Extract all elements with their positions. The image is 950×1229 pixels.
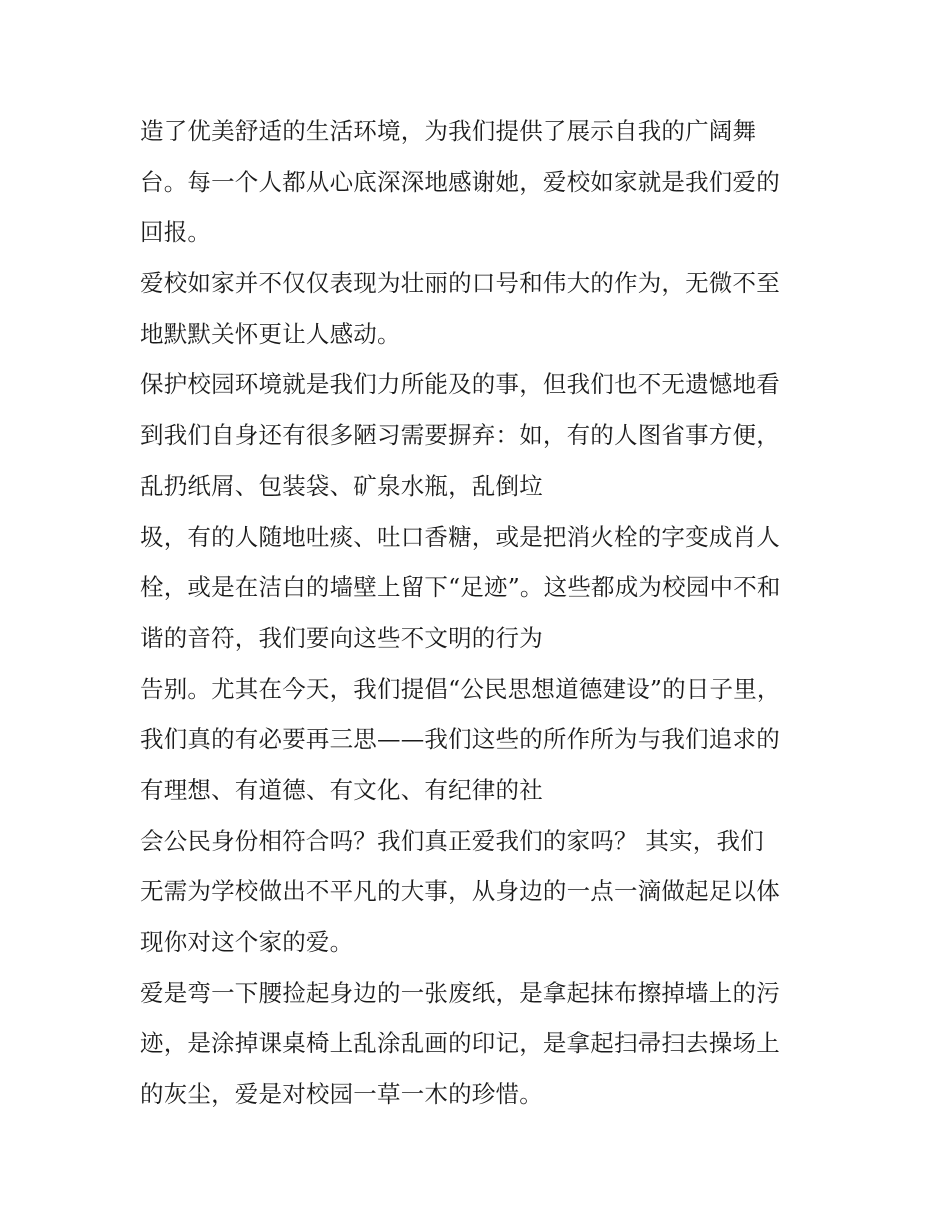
- text-line: 会公民身份相符合吗？我们真正爱我们的家吗？ 其实，我们: [140, 826, 764, 855]
- text-line: 我们真的有必要再三思——我们这些的所作所为与我们追求的: [140, 725, 780, 754]
- text-line: 地默默关怀更让人感动。: [140, 319, 401, 348]
- text-line: 回报。: [140, 218, 212, 247]
- text-line: 台。每一个人都从心底深深地感谢她，爱校如家就是我们爱的: [140, 167, 780, 196]
- text-line: 无需为学校做出不平凡的大事，从身边的一点一滴做起足以体: [140, 877, 780, 906]
- text-line: 爱校如家并不仅仅表现为壮丽的口号和伟大的作为，无微不至: [140, 269, 780, 298]
- text-line: 爱是弯一下腰捡起身边的一张废纸，是拿起抹布擦掉墙上的污: [140, 978, 780, 1007]
- document-body: [140, 106, 820, 1120]
- text-line: 现你对这个家的爱。: [140, 928, 354, 956]
- text-line: 造了优美舒适的生活环境，为我们提供了展示自我的广阔舞: [140, 117, 757, 145]
- text-line: 保护校园环境就是我们力所能及的事，但我们也不无遗憾地看: [140, 370, 780, 399]
- text-line: 圾，有的人随地吐痰、吐口香糖，或是把消火栓的字变成肖人: [140, 522, 780, 551]
- text-line: 栓，或是在洁白的墙壁上留下“足迹”。这些都成为校园中不和: [140, 573, 781, 602]
- text-line: 迹，是涂掉课桌椅上乱涂乱画的印记，是拿起扫帚扫去操场上: [140, 1029, 780, 1058]
- text-line: 的灰尘，爱是对校园一草一木的珍惜。: [140, 1080, 543, 1109]
- text-line: 到我们自身还有很多陋习需要摒弃：如，有的人图省事方便，: [140, 421, 780, 450]
- text-line: 谐的音符，我们要向这些不文明的行为: [140, 623, 543, 652]
- text-line: 乱扔纸屑、包装袋、矿泉水瓶，乱倒垃: [140, 471, 543, 500]
- text-line: 有理想、有道德、有文化、有纪律的社: [140, 775, 543, 804]
- text-line: 告别。尤其在今天，我们提倡“公民思想道德建设”的日子里，: [140, 674, 781, 703]
